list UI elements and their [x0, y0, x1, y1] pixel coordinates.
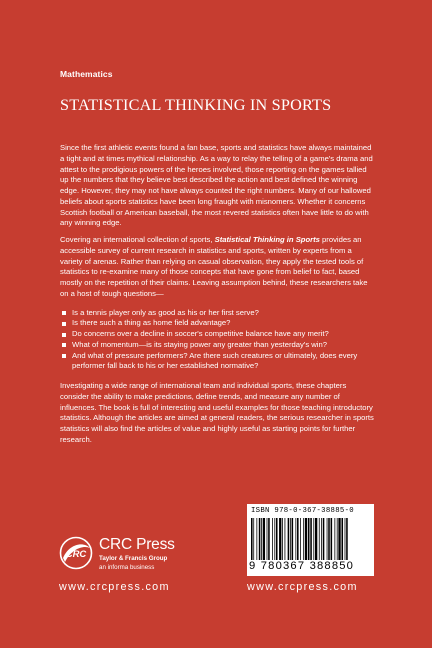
barcode-bar [321, 518, 322, 560]
barcode-bar [274, 518, 275, 560]
barcode-bar [345, 518, 346, 560]
description-paragraph-3: Investigating a wide range of international team and individual sports, these chapters consider the ability to make predictions, define trends, and measure any number of influences. The book is full of interesting and useful examples for those teaching introductory statistics. Although the articles are aimed at general readers, the serious researcher in sports statistics will also find the articles of value and highly useful as starting points for further research. [60, 381, 374, 444]
question-item: Is a tennis player only as good as his or her first serve? [60, 308, 374, 319]
book-title-heading: STATISTICAL THINKING IN SPORTS [60, 96, 332, 114]
question-item: Do concerns over a decline in soccer's competitive balance have any merit? [60, 329, 374, 340]
barcode-bar [276, 518, 278, 560]
barcode-bar [263, 518, 265, 560]
logo-mark-text: CRC [65, 549, 87, 560]
question-item: And what of pressure performers? Are there such creatures or ultimately, does every performer fall back to his or her established normative? [60, 351, 374, 373]
barcode-bar [310, 518, 312, 560]
barcode-bar [328, 518, 330, 560]
barcode-bar [288, 518, 290, 560]
barcode-bar [305, 518, 307, 560]
publisher-url[interactable]: www.crcpress.com [59, 581, 170, 593]
category-label: Mathematics [60, 69, 113, 79]
barcode-bar [300, 518, 301, 560]
barcode-bar [292, 518, 294, 560]
publisher-group: Taylor & Francis Group [99, 555, 168, 562]
barcode-bar [268, 518, 270, 560]
barcode-bars-icon [251, 518, 370, 560]
barcode-bar [297, 518, 299, 560]
paragraph-2-rest: provides an accessible survey of current research in statistics and sports, written by experts from a variety of arenas. Rather than relying on casual observation, they apply the tested tools of statistics to re-examine many of those concepts that have gone from belief to fact, based mostly on the repetition of their claims. Leaving assumption behind, these researchers take on a host of tough questions— [60, 235, 368, 298]
barcode-bar [313, 518, 314, 560]
barcode-bar [315, 518, 317, 560]
description-paragraph-2 [60, 235, 374, 300]
description-paragraph-1: Since the first athletic events found a fan base, sports and statistics have always maintained a tight and at times mythical relationship. As a way to relay the telling of a game's drama and attest to the prodigious powers of the heroes involved, those reporting on the games tallied up the numbers that they believe best described the action and best defined the winning edge. However, they may not have always counted the right numbers. Many of our hallowed beliefs about sports statistics have been long fraught with misnomers. Whether it concerns Scottish football or American baseball, the most revered statistics often have little to do with any winning edge. [60, 143, 373, 228]
inline-book-title: Statistical Thinking in Sports [214, 235, 320, 244]
crc-swoosh-icon [59, 536, 93, 570]
barcode-bar [337, 518, 338, 560]
question-item: Is there such a thing as home field advantage? [60, 318, 374, 329]
question-item: What of momentum—is its staying power any greater than yesterday's win? [60, 340, 374, 351]
barcode-bar [259, 518, 261, 560]
barcode-bar [323, 518, 325, 560]
barcode-bar [331, 518, 333, 560]
barcode-bar [341, 518, 343, 560]
barcode-bar [303, 518, 304, 560]
barcode-bar [279, 518, 281, 560]
paragraph-2-intro: Covering an international collection of sports, [60, 235, 215, 244]
barcode-bar [338, 518, 340, 560]
barcode-url[interactable]: www.crcpress.com [247, 581, 358, 593]
barcode-bar [261, 518, 262, 560]
barcode-bar [308, 518, 310, 560]
questions-list [60, 308, 374, 373]
barcode-bar [285, 518, 286, 560]
isbn-label: ISBN 978-0-367-38885-0 [251, 507, 354, 515]
barcode-bar [282, 518, 283, 560]
barcode-bar [327, 518, 328, 560]
barcode-bar [256, 518, 257, 560]
barcode-bar [334, 518, 335, 560]
barcode-bar [295, 518, 296, 560]
barcode-bar [251, 518, 253, 560]
barcode-bar [319, 518, 320, 560]
isbn-barcode [247, 504, 374, 576]
back-cover-description [60, 143, 374, 454]
barcode-bar [290, 518, 291, 560]
publisher-tagline: an informa business [99, 564, 155, 571]
barcode-digits: 9 780367 388850 [249, 560, 355, 572]
publisher-name: CRC Press [99, 536, 175, 553]
barcode-bar [346, 518, 348, 560]
barcode-bar [253, 518, 254, 560]
barcode-bar [267, 518, 268, 560]
barcode-bar [272, 518, 273, 560]
